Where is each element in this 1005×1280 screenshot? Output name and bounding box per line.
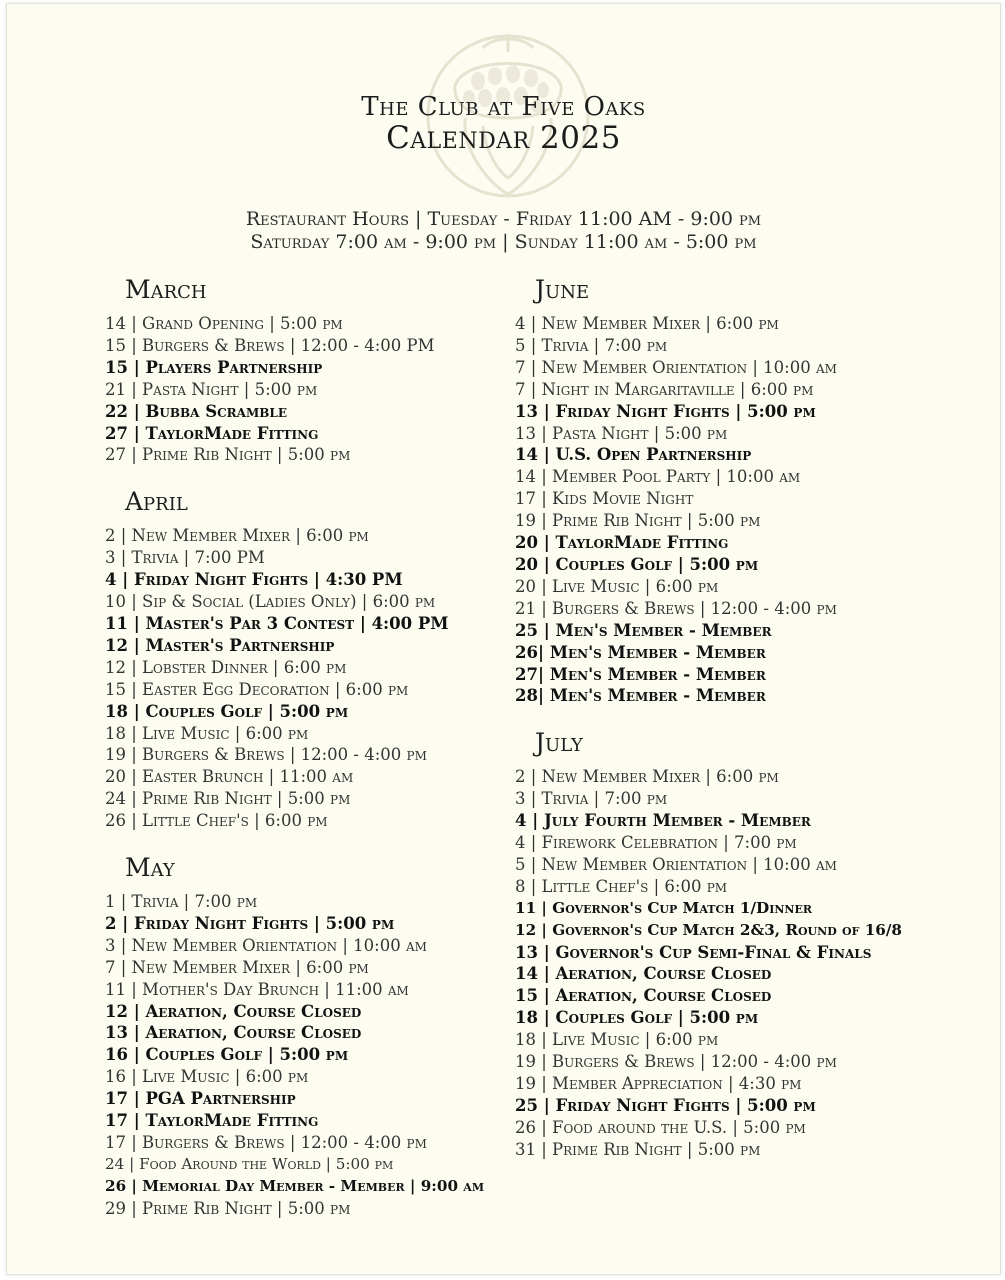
event-item: 12 | Lobster Dinner | 6:00 pm: [105, 657, 347, 677]
event-item: 18 | Couples Golf | 5:00 pm: [105, 701, 349, 721]
event-item: 26| Men's Member - Member: [515, 642, 766, 662]
event-item: 14 | Grand Opening | 5:00 pm: [105, 314, 343, 333]
event-item: 15 | Easter Egg Decoration | 6:00 pm: [105, 679, 409, 699]
event-item: 4 | Friday Night Fights | 4:30 PM: [105, 570, 403, 590]
month-july: [515, 727, 935, 1160]
event-item: 27| Men's Member - Member: [515, 664, 766, 684]
hours-line-weekend: Saturday 7:00 am - 9:00 pm | Sunday 11:00 am - 5:00 pm: [250, 231, 757, 253]
event-item: 31 | Prime Rib Night | 5:00 pm: [515, 1139, 761, 1159]
event-item: 13 | Aeration, Course Closed: [105, 1023, 362, 1043]
restaurant-hours: [7, 208, 1000, 254]
month-title: April: [125, 487, 188, 517]
event-item: 18 | Live Music | 6:00 pm: [105, 723, 309, 743]
event-item: 8 | Little Chef's | 6:00 pm: [515, 876, 728, 896]
event-item: 3 | New Member Orientation | 10:00 am: [105, 935, 427, 955]
event-item: 16 | Live Music | 6:00 pm: [105, 1067, 309, 1087]
event-item: 20 | TaylorMade Fitting: [515, 533, 729, 553]
event-item: 20 | Live Music | 6:00 pm: [515, 576, 719, 596]
event-list: [105, 891, 525, 1220]
event-item: 22 | Bubba Scramble: [105, 401, 287, 421]
event-item: 29 | Prime Rib Night | 5:00 pm: [105, 1198, 351, 1218]
event-item: 18 | Couples Golf | 5:00 pm: [515, 1008, 759, 1028]
event-item: 17 | TaylorMade Fitting: [105, 1111, 319, 1131]
event-item: 19 | Prime Rib Night | 5:00 pm: [515, 511, 761, 531]
event-item: 17 | Kids Movie Night: [515, 489, 694, 509]
event-item: 25 | Friday Night Fights | 5:00 pm: [515, 1095, 816, 1115]
event-item: 1 | Trivia | 7:00 pm: [105, 892, 258, 912]
event-item: 19 | Burgers & Brews | 12:00 - 4:00 pm: [515, 1052, 837, 1072]
event-item: 21 | Pasta Night | 5:00 pm: [105, 379, 318, 399]
event-item: 10 | Sip & Social (Ladies Only) | 6:00 pm: [105, 592, 436, 612]
event-item: 11 | Master's Par 3 Contest | 4:00 PM: [105, 613, 449, 633]
event-list: [105, 525, 525, 832]
event-item: 26 | Little Chef's | 6:00 pm: [105, 811, 328, 831]
event-list: [105, 313, 525, 466]
event-item: 14 | Member Pool Party | 10:00 am: [515, 467, 801, 487]
event-item: 12 | Master's Partnership: [105, 635, 335, 655]
event-item: 15 | Burgers & Brews | 12:00 - 4:00 PM: [105, 335, 435, 355]
calendar-year-title: Calendar 2025: [386, 120, 621, 156]
month-march: [105, 274, 525, 466]
event-item: 2 | Friday Night Fights | 5:00 pm: [105, 913, 395, 933]
club-name-title: The Club at Five Oaks: [361, 92, 646, 122]
event-item: 17 | PGA Partnership: [105, 1089, 296, 1109]
event-item: 4 | Firework Celebration | 7:00 pm: [515, 833, 797, 853]
event-item: 18 | Live Music | 6:00 pm: [515, 1030, 719, 1050]
event-item: 19 | Member Appreciation | 4:30 pm: [515, 1074, 802, 1093]
event-item: 4 | July Fourth Member - Member: [515, 811, 811, 831]
event-item: 24 | Food Around the World | 5:00 pm: [105, 1154, 394, 1173]
event-item: 15 | Players Partnership: [105, 357, 323, 377]
event-item: 11 | Mother's Day Brunch | 11:00 am: [105, 979, 409, 999]
month-april: [105, 486, 525, 832]
event-item: 12 | Governor's Cup Match 2&3, Round of 16/8: [515, 920, 902, 939]
right-column: [515, 274, 935, 1181]
event-item: 4 | New Member Mixer | 6:00 pm: [515, 314, 779, 333]
event-item: 13 | Friday Night Fights | 5:00 pm: [515, 401, 816, 421]
event-item: 5 | Trivia | 7:00 pm: [515, 335, 668, 355]
event-item: 2 | New Member Mixer | 6:00 pm: [515, 767, 779, 787]
event-item: 3 | Trivia | 7:00 pm: [515, 789, 668, 809]
event-item: 27 | TaylorMade Fitting: [105, 423, 319, 443]
event-item: 7 | New Member Mixer | 6:00 pm: [105, 957, 369, 977]
month-title: March: [125, 275, 207, 304]
hours-line-weekday: Restaurant Hours | Tuesday - Friday 11:00 AM - 9:00 pm: [245, 208, 762, 230]
event-list: [515, 313, 935, 707]
left-column: [105, 274, 525, 1240]
event-item: 20 | Easter Brunch | 11:00 am: [105, 767, 354, 787]
event-item: 7 | Night in Margaritaville | 6:00 pm: [515, 379, 814, 399]
month-title: June: [535, 275, 590, 304]
event-item: 20 | Couples Golf | 5:00 pm: [515, 554, 759, 574]
event-item: 16 | Couples Golf | 5:00 pm: [105, 1045, 349, 1065]
event-item: 3 | Trivia | 7:00 PM: [105, 548, 265, 568]
event-item: 13 | Governor's Cup Semi-Final & Finals: [515, 942, 872, 962]
event-item: 2 | New Member Mixer | 6:00 pm: [105, 526, 369, 546]
event-item: 11 | Governor's Cup Match 1/Dinner: [515, 898, 812, 917]
month-may: [105, 852, 525, 1220]
month-june: [515, 274, 935, 707]
month-title: July: [535, 728, 583, 758]
calendar-page: [6, 3, 1001, 1275]
event-item: 14 | Aeration, Course Closed: [515, 964, 772, 984]
event-item: 25 | Men's Member - Member: [515, 620, 772, 640]
event-item: 13 | Pasta Night | 5:00 pm: [515, 423, 728, 443]
event-item: 14 | U.S. Open Partnership: [515, 445, 752, 465]
event-item: 21 | Burgers & Brews | 12:00 - 4:00 pm: [515, 598, 837, 618]
event-item: 19 | Burgers & Brews | 12:00 - 4:00 pm: [105, 745, 427, 765]
event-item: 7 | New Member Orientation | 10:00 am: [515, 357, 837, 377]
event-list: [515, 766, 935, 1160]
event-item: 17 | Burgers & Brews | 12:00 - 4:00 pm: [105, 1133, 427, 1152]
event-item: 12 | Aeration, Course Closed: [105, 1001, 362, 1021]
month-title: May: [125, 853, 175, 883]
event-item: 24 | Prime Rib Night | 5:00 pm: [105, 789, 351, 809]
event-item: 15 | Aeration, Course Closed: [515, 986, 772, 1006]
event-item: 27 | Prime Rib Night | 5:00 pm: [105, 445, 351, 465]
event-item: 26 | Memorial Day Member - Member | 9:00 am: [105, 1176, 485, 1195]
event-item: 26 | Food around the U.S. | 5:00 pm: [515, 1117, 806, 1137]
event-item: 28| Men's Member - Member: [515, 686, 766, 706]
event-item: 5 | New Member Orientation | 10:00 am: [515, 854, 837, 874]
